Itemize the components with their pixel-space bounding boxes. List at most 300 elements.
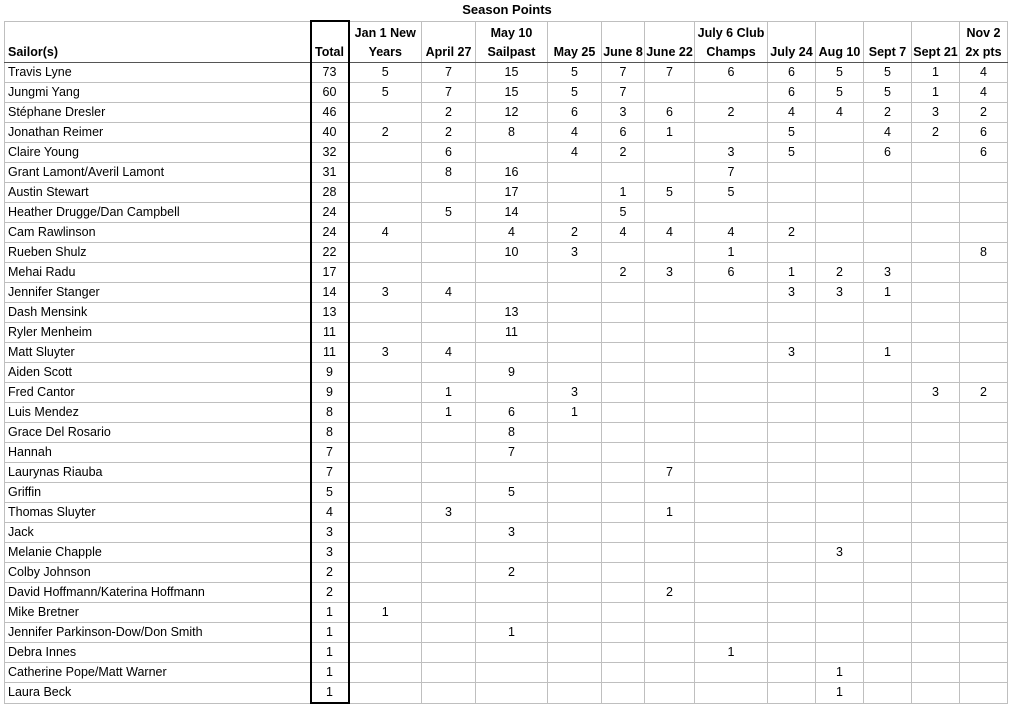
points-cell[interactable]: 5 [768,143,816,163]
total-cell[interactable]: 73 [311,63,349,83]
points-cell[interactable] [816,523,864,543]
points-cell[interactable]: 2 [602,263,645,283]
points-cell[interactable]: 5 [695,183,768,203]
points-cell[interactable]: 8 [476,123,548,143]
points-cell[interactable]: 15 [476,63,548,83]
points-cell[interactable] [695,663,768,683]
points-cell[interactable] [695,123,768,143]
points-cell[interactable]: 3 [864,263,912,283]
points-cell[interactable] [476,143,548,163]
points-cell[interactable] [645,163,695,183]
header-sailors[interactable] [5,21,311,63]
sailor-name-cell[interactable]: Austin Stewart [5,183,311,203]
total-cell[interactable]: 28 [311,183,349,203]
points-cell[interactable]: 2 [476,563,548,583]
points-cell[interactable]: 2 [548,223,602,243]
points-cell[interactable] [548,283,602,303]
points-cell[interactable] [864,383,912,403]
points-cell[interactable] [816,143,864,163]
points-cell[interactable] [422,463,476,483]
points-cell[interactable] [768,503,816,523]
points-cell[interactable] [422,603,476,623]
points-cell[interactable] [548,363,602,383]
points-cell[interactable] [349,543,422,563]
points-cell[interactable]: 2 [960,103,1008,123]
points-cell[interactable] [816,123,864,143]
points-cell[interactable] [864,363,912,383]
points-cell[interactable] [548,163,602,183]
points-cell[interactable]: 17 [476,183,548,203]
total-cell[interactable]: 14 [311,283,349,303]
total-cell[interactable]: 7 [311,443,349,463]
points-cell[interactable]: 16 [476,163,548,183]
points-cell[interactable] [422,563,476,583]
points-cell[interactable] [645,663,695,683]
points-cell[interactable]: 5 [548,83,602,103]
points-cell[interactable]: 5 [864,83,912,103]
points-cell[interactable] [548,603,602,623]
points-cell[interactable] [695,503,768,523]
points-cell[interactable]: 1 [864,283,912,303]
points-cell[interactable] [645,563,695,583]
total-cell[interactable]: 22 [311,243,349,263]
points-cell[interactable] [912,263,960,283]
points-cell[interactable]: 6 [422,143,476,163]
points-cell[interactable] [602,603,645,623]
points-cell[interactable] [768,683,816,704]
points-cell[interactable] [695,583,768,603]
points-cell[interactable] [695,443,768,463]
points-cell[interactable] [476,343,548,363]
points-cell[interactable]: 1 [602,183,645,203]
points-cell[interactable] [422,323,476,343]
points-cell[interactable]: 6 [602,123,645,143]
points-cell[interactable] [548,483,602,503]
points-cell[interactable] [645,603,695,623]
header-event[interactable] [912,21,960,63]
points-cell[interactable] [548,343,602,363]
sailor-name-cell[interactable]: David Hoffmann/Katerina Hoffmann [5,583,311,603]
points-cell[interactable]: 3 [912,383,960,403]
sailor-name-cell[interactable]: Grace Del Rosario [5,423,311,443]
sailor-name-cell[interactable]: Luis Mendez [5,403,311,423]
points-cell[interactable]: 15 [476,83,548,103]
points-cell[interactable] [602,303,645,323]
points-cell[interactable] [349,523,422,543]
points-cell[interactable] [816,583,864,603]
points-cell[interactable] [476,383,548,403]
points-cell[interactable]: 4 [768,103,816,123]
sailor-name-cell[interactable]: Fred Cantor [5,383,311,403]
points-cell[interactable] [476,643,548,663]
points-cell[interactable] [816,483,864,503]
points-cell[interactable]: 4 [816,103,864,123]
points-cell[interactable] [645,363,695,383]
points-cell[interactable]: 4 [960,83,1008,103]
header-total[interactable] [311,21,349,63]
points-cell[interactable] [422,223,476,243]
points-cell[interactable]: 2 [422,103,476,123]
points-cell[interactable]: 8 [422,163,476,183]
points-cell[interactable] [695,683,768,704]
sailor-name-cell[interactable]: Stéphane Dresler [5,103,311,123]
points-cell[interactable] [768,463,816,483]
points-cell[interactable] [349,243,422,263]
points-cell[interactable] [864,323,912,343]
points-cell[interactable] [960,323,1008,343]
header-event[interactable] [960,21,1008,63]
points-cell[interactable] [912,543,960,563]
total-cell[interactable]: 7 [311,463,349,483]
points-cell[interactable]: 3 [349,283,422,303]
points-cell[interactable] [816,463,864,483]
points-cell[interactable] [548,583,602,603]
points-cell[interactable] [349,163,422,183]
points-cell[interactable]: 1 [422,383,476,403]
header-event[interactable] [349,21,422,63]
points-cell[interactable] [602,503,645,523]
points-cell[interactable]: 2 [645,583,695,603]
points-cell[interactable] [912,223,960,243]
points-cell[interactable]: 5 [548,63,602,83]
points-cell[interactable] [912,403,960,423]
sailor-name-cell[interactable]: Debra Innes [5,643,311,663]
points-cell[interactable] [695,543,768,563]
points-cell[interactable] [960,463,1008,483]
sailor-name-cell[interactable]: Jennifer Stanger [5,283,311,303]
points-cell[interactable] [960,683,1008,704]
points-cell[interactable]: 5 [349,63,422,83]
points-cell[interactable] [695,603,768,623]
points-cell[interactable]: 4 [422,283,476,303]
points-cell[interactable]: 5 [816,63,864,83]
sailor-name-cell[interactable]: Aiden Scott [5,363,311,383]
points-cell[interactable] [422,303,476,323]
points-cell[interactable] [768,623,816,643]
points-cell[interactable] [912,363,960,383]
points-cell[interactable] [422,663,476,683]
sailor-name-cell[interactable]: Jungmi Yang [5,83,311,103]
points-cell[interactable]: 1 [912,83,960,103]
points-cell[interactable] [695,303,768,323]
points-cell[interactable] [912,163,960,183]
points-cell[interactable] [912,643,960,663]
points-cell[interactable] [602,583,645,603]
points-cell[interactable] [816,343,864,363]
points-cell[interactable] [548,543,602,563]
points-cell[interactable] [349,563,422,583]
total-cell[interactable]: 32 [311,143,349,163]
points-cell[interactable] [422,683,476,704]
points-cell[interactable] [349,643,422,663]
points-cell[interactable] [422,443,476,463]
total-cell[interactable]: 40 [311,123,349,143]
points-cell[interactable] [816,503,864,523]
points-cell[interactable]: 1 [912,63,960,83]
points-cell[interactable] [548,683,602,704]
total-cell[interactable]: 1 [311,683,349,704]
points-cell[interactable] [422,583,476,603]
points-cell[interactable] [912,183,960,203]
points-cell[interactable]: 1 [816,663,864,683]
points-cell[interactable] [816,323,864,343]
sailor-name-cell[interactable]: Hannah [5,443,311,463]
total-cell[interactable]: 8 [311,423,349,443]
points-cell[interactable] [548,183,602,203]
header-event[interactable] [768,21,816,63]
points-cell[interactable]: 2 [602,143,645,163]
points-cell[interactable] [349,423,422,443]
points-cell[interactable] [602,463,645,483]
points-cell[interactable] [645,143,695,163]
points-cell[interactable] [864,403,912,423]
points-cell[interactable] [864,523,912,543]
points-cell[interactable] [768,603,816,623]
points-cell[interactable] [864,583,912,603]
points-cell[interactable]: 3 [816,283,864,303]
points-cell[interactable] [912,663,960,683]
points-cell[interactable]: 4 [349,223,422,243]
points-cell[interactable] [645,323,695,343]
points-cell[interactable] [645,343,695,363]
sailor-name-cell[interactable]: Griffin [5,483,311,503]
points-cell[interactable]: 7 [476,443,548,463]
total-cell[interactable]: 2 [311,563,349,583]
points-cell[interactable] [960,543,1008,563]
total-cell[interactable]: 5 [311,483,349,503]
sailor-name-cell[interactable]: Mehai Radu [5,263,311,283]
sailor-name-cell[interactable]: Jonathan Reimer [5,123,311,143]
points-cell[interactable] [768,363,816,383]
points-cell[interactable] [645,443,695,463]
points-cell[interactable]: 4 [602,223,645,243]
points-cell[interactable] [912,243,960,263]
points-cell[interactable] [816,243,864,263]
points-cell[interactable] [816,403,864,423]
total-cell[interactable]: 17 [311,263,349,283]
points-cell[interactable]: 5 [816,83,864,103]
points-cell[interactable] [695,423,768,443]
points-cell[interactable]: 6 [695,263,768,283]
points-cell[interactable]: 3 [816,543,864,563]
points-cell[interactable]: 1 [768,263,816,283]
total-cell[interactable]: 31 [311,163,349,183]
points-cell[interactable]: 2 [695,103,768,123]
points-cell[interactable] [960,283,1008,303]
points-cell[interactable]: 1 [645,123,695,143]
sailor-name-cell[interactable]: Thomas Sluyter [5,503,311,523]
points-cell[interactable] [960,203,1008,223]
points-cell[interactable] [960,523,1008,543]
points-cell[interactable]: 14 [476,203,548,223]
total-cell[interactable]: 11 [311,323,349,343]
points-cell[interactable] [602,683,645,704]
points-cell[interactable] [960,623,1008,643]
sailor-name-cell[interactable]: Heather Drugge/Dan Campbell [5,203,311,223]
total-cell[interactable]: 1 [311,663,349,683]
points-cell[interactable] [476,263,548,283]
points-cell[interactable] [768,663,816,683]
sailor-name-cell[interactable]: Melanie Chapple [5,543,311,563]
points-cell[interactable] [645,403,695,423]
points-cell[interactable] [960,583,1008,603]
points-cell[interactable] [349,583,422,603]
header-event[interactable] [695,21,768,63]
points-cell[interactable]: 3 [548,243,602,263]
points-cell[interactable] [602,163,645,183]
points-cell[interactable] [645,203,695,223]
points-cell[interactable] [864,623,912,643]
points-cell[interactable] [476,683,548,704]
points-cell[interactable] [602,483,645,503]
points-cell[interactable] [695,563,768,583]
points-cell[interactable]: 3 [602,103,645,123]
points-cell[interactable] [816,383,864,403]
header-event[interactable] [645,21,695,63]
points-cell[interactable] [349,323,422,343]
points-cell[interactable]: 9 [476,363,548,383]
points-cell[interactable] [602,383,645,403]
points-cell[interactable] [864,223,912,243]
points-cell[interactable] [645,683,695,704]
points-cell[interactable] [864,183,912,203]
points-cell[interactable] [768,483,816,503]
points-cell[interactable] [602,363,645,383]
points-cell[interactable] [422,363,476,383]
points-cell[interactable]: 1 [695,643,768,663]
points-cell[interactable] [476,503,548,523]
points-cell[interactable] [912,623,960,643]
points-cell[interactable] [768,303,816,323]
points-cell[interactable] [548,323,602,343]
points-cell[interactable] [349,443,422,463]
points-cell[interactable] [960,643,1008,663]
points-cell[interactable] [912,443,960,463]
points-cell[interactable] [548,623,602,643]
points-cell[interactable]: 3 [645,263,695,283]
points-cell[interactable] [960,443,1008,463]
points-cell[interactable] [695,343,768,363]
points-cell[interactable] [816,303,864,323]
points-cell[interactable] [602,543,645,563]
points-cell[interactable] [768,323,816,343]
points-cell[interactable] [960,423,1008,443]
points-cell[interactable] [816,603,864,623]
points-cell[interactable]: 4 [422,343,476,363]
points-cell[interactable]: 2 [912,123,960,143]
points-cell[interactable]: 5 [864,63,912,83]
total-cell[interactable]: 13 [311,303,349,323]
total-cell[interactable]: 46 [311,103,349,123]
points-cell[interactable] [476,283,548,303]
points-cell[interactable] [476,663,548,683]
points-cell[interactable] [912,503,960,523]
points-cell[interactable] [602,423,645,443]
points-cell[interactable] [816,183,864,203]
points-cell[interactable] [695,463,768,483]
total-cell[interactable]: 1 [311,623,349,643]
points-cell[interactable] [864,463,912,483]
total-cell[interactable]: 2 [311,583,349,603]
points-cell[interactable] [816,643,864,663]
points-cell[interactable] [768,423,816,443]
points-cell[interactable]: 2 [816,263,864,283]
points-cell[interactable]: 6 [768,83,816,103]
points-cell[interactable] [960,563,1008,583]
points-cell[interactable] [645,523,695,543]
sailor-name-cell[interactable]: Catherine Pope/Matt Warner [5,663,311,683]
header-event[interactable] [548,21,602,63]
points-cell[interactable] [816,163,864,183]
points-cell[interactable] [864,303,912,323]
points-cell[interactable] [476,603,548,623]
points-cell[interactable]: 7 [602,83,645,103]
points-cell[interactable]: 7 [645,463,695,483]
points-cell[interactable] [768,243,816,263]
points-cell[interactable] [768,203,816,223]
points-cell[interactable]: 8 [476,423,548,443]
points-cell[interactable] [695,383,768,403]
points-cell[interactable] [602,623,645,643]
points-cell[interactable]: 2 [349,123,422,143]
sailor-name-cell[interactable]: Laura Beck [5,683,311,704]
points-cell[interactable] [349,683,422,704]
points-cell[interactable] [422,623,476,643]
points-cell[interactable] [864,483,912,503]
points-cell[interactable]: 4 [548,143,602,163]
points-cell[interactable] [912,283,960,303]
points-cell[interactable]: 1 [816,683,864,704]
total-cell[interactable]: 3 [311,543,349,563]
points-cell[interactable] [349,623,422,643]
points-cell[interactable] [349,263,422,283]
points-cell[interactable] [912,583,960,603]
points-cell[interactable]: 5 [768,123,816,143]
points-cell[interactable] [816,623,864,643]
sailor-name-cell[interactable]: Matt Sluyter [5,343,311,363]
points-cell[interactable] [349,303,422,323]
points-cell[interactable] [864,163,912,183]
points-cell[interactable] [602,643,645,663]
points-cell[interactable] [476,583,548,603]
points-cell[interactable] [912,143,960,163]
points-cell[interactable] [912,683,960,704]
sailor-name-cell[interactable]: Mike Bretner [5,603,311,623]
points-cell[interactable] [912,323,960,343]
points-cell[interactable] [816,363,864,383]
points-cell[interactable] [912,563,960,583]
points-cell[interactable] [645,543,695,563]
sailor-name-cell[interactable]: Laurynas Riauba [5,463,311,483]
points-cell[interactable] [645,483,695,503]
points-cell[interactable] [548,443,602,463]
points-cell[interactable]: 1 [476,623,548,643]
points-cell[interactable]: 4 [864,123,912,143]
sailor-name-cell[interactable]: Jack [5,523,311,543]
points-cell[interactable] [422,543,476,563]
points-cell[interactable] [602,663,645,683]
points-cell[interactable]: 3 [768,283,816,303]
total-cell[interactable]: 8 [311,403,349,423]
points-cell[interactable] [695,483,768,503]
points-cell[interactable]: 5 [602,203,645,223]
points-cell[interactable] [548,423,602,443]
points-cell[interactable] [548,523,602,543]
points-cell[interactable]: 4 [645,223,695,243]
total-cell[interactable]: 9 [311,363,349,383]
points-cell[interactable] [645,283,695,303]
points-cell[interactable] [912,203,960,223]
